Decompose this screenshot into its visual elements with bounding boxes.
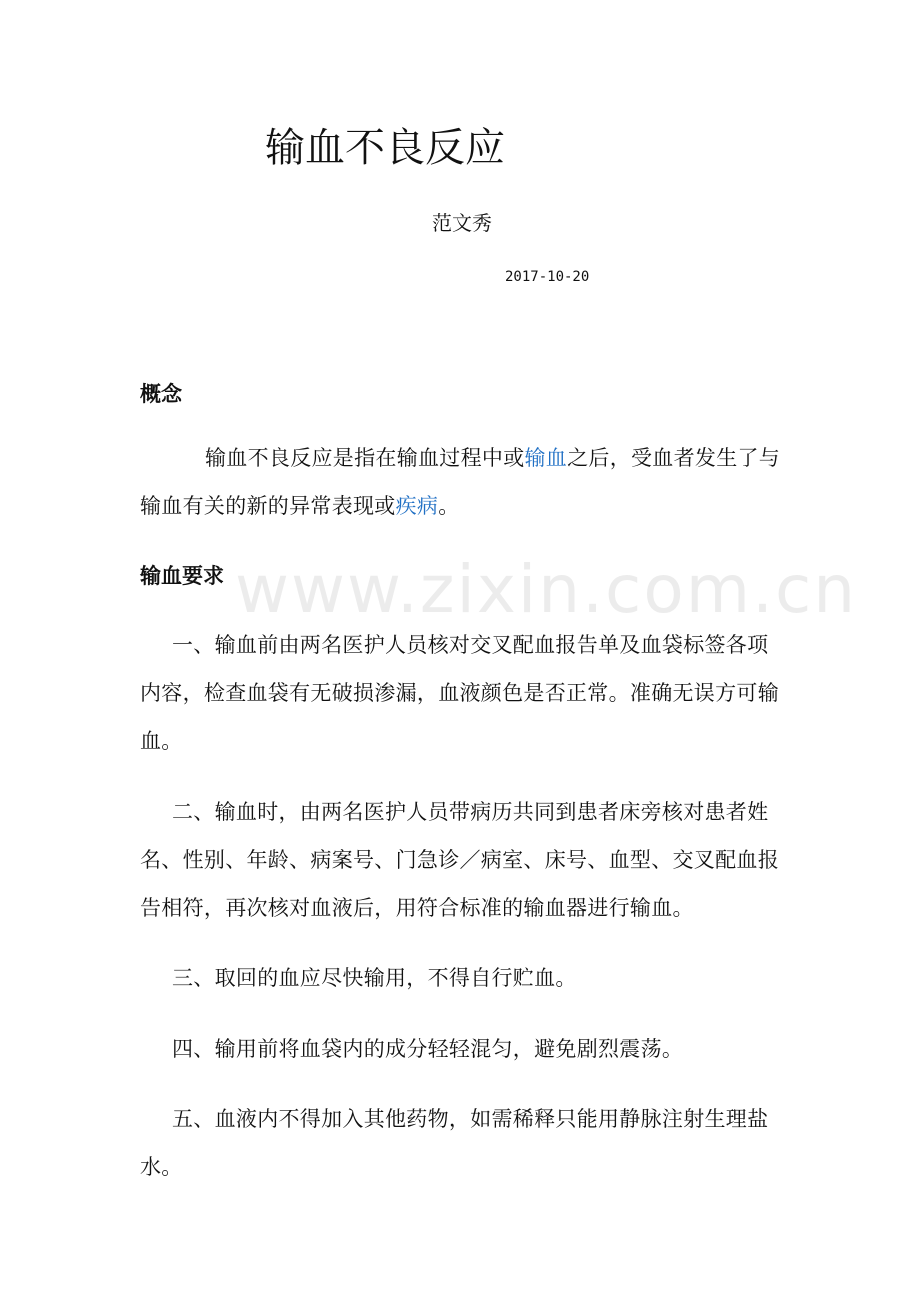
text: 输血不良反应是指在输血过程中或 bbox=[205, 446, 525, 470]
item-1-line-2: 内容，检查血袋有无破损渗漏，血液颜色是否正常。准确无误方可输 bbox=[140, 681, 779, 705]
link-disease[interactable]: 疾病 bbox=[395, 494, 439, 518]
item-5-line-2: 水。 bbox=[140, 1155, 183, 1179]
item-1-line-1: 一、输血前由两名医护人员核对交叉配血报告单及血袋标签各项 bbox=[172, 633, 769, 657]
item-5-line-1: 五、血液内不得加入其他药物，如需稀释只能用静脉注射生理盐 bbox=[172, 1107, 769, 1131]
item-2-line-2: 名、性别、年龄、病案号、门急诊／病室、床号、血型、交叉配血报 bbox=[140, 848, 779, 872]
document-title: 输血不良反应 bbox=[265, 125, 505, 171]
text: 输血有关的新的异常表现或 bbox=[140, 494, 396, 518]
text: 之后，受血者发生了与 bbox=[567, 446, 781, 470]
date: 2017-10-20 bbox=[505, 269, 590, 285]
section-heading-concept: 概念 bbox=[140, 381, 182, 406]
item-2-line-1: 二、输血时，由两名医护人员带病历共同到患者床旁核对患者姓 bbox=[172, 800, 769, 824]
text: 。 bbox=[438, 494, 460, 518]
section-heading-requirements: 输血要求 bbox=[140, 563, 224, 588]
concept-line-1 bbox=[205, 443, 780, 473]
watermark: www.zixin.com.cn bbox=[235, 551, 858, 628]
item-2-line-3: 告相符，再次核对血液后，用符合标准的输血器进行输血。 bbox=[140, 896, 694, 920]
item-1-line-3: 血。 bbox=[140, 729, 183, 753]
concept-line-2 bbox=[140, 491, 460, 521]
item-4-line-1: 四、输用前将血袋内的成分轻轻混匀，避免剧烈震荡。 bbox=[172, 1037, 684, 1061]
author: 范文秀 bbox=[432, 211, 492, 235]
item-3-line-1: 三、取回的血应尽快输用，不得自行贮血。 bbox=[172, 966, 577, 990]
link-transfusion[interactable]: 输血 bbox=[524, 446, 568, 470]
